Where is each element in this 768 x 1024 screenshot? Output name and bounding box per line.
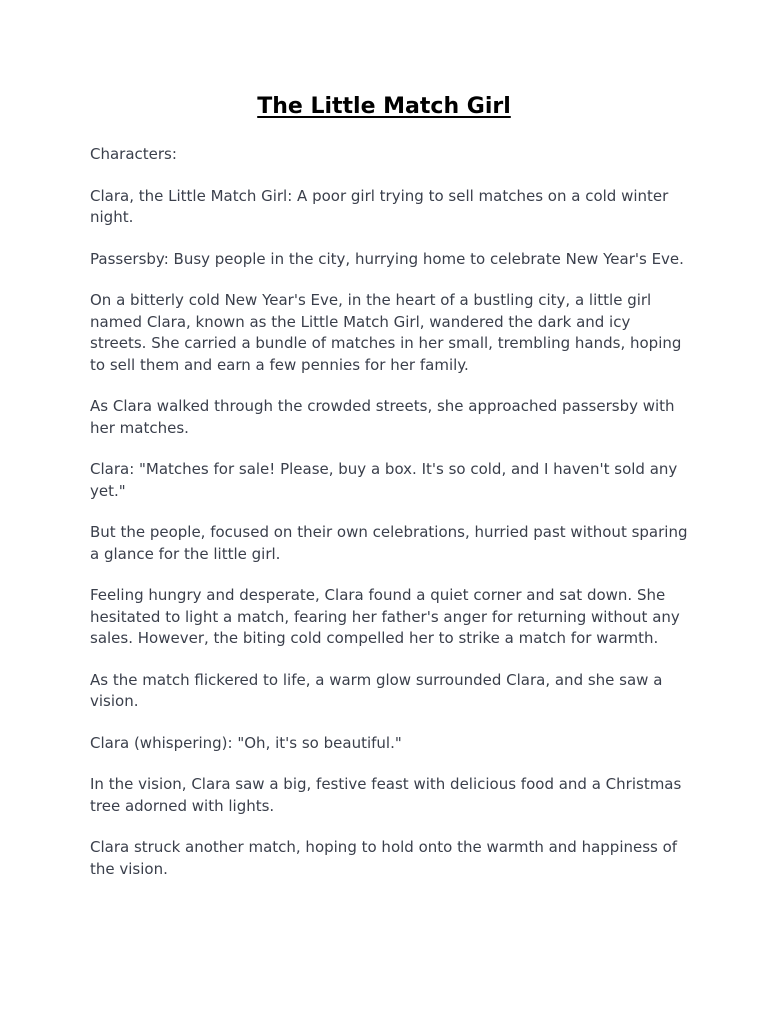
document-body (90, 144, 690, 900)
paragraph-story: In the vision, Clara saw a big, festive feast with delicious food and a Christmas tree adorned with lights. (90, 775, 682, 815)
paragraph-story: As Clara walked through the crowded streets, she approached passersby with her matches. (90, 397, 675, 437)
paragraph-dialogue: Clara (whispering): "Oh, it's so beautiful." (90, 733, 402, 752)
paragraph-story: But the people, focused on their own celebrations, hurried past without sparing a glance for the little girl. (90, 523, 688, 563)
document-title: The Little Match Girl (257, 94, 511, 119)
paragraph-story: Feeling hungry and desperate, Clara found a quiet corner and sat down. She hesitated to light a match, fearing her father's anger for returning without any sales. However, the biting cold compelled her to strike a match for warmth. (90, 586, 680, 647)
paragraph-story: Clara struck another match, hoping to hold onto the warmth and happiness of the vision. (90, 838, 678, 878)
paragraph-story: On a bitterly cold New Year's Eve, in the heart of a bustling city, a little girl named Clara, known as the Little Match Girl, wandered the dark and icy streets. She carried a bundle of matches in her small, trembling hands, hoping to sell them and earn a few pennies for her family. (90, 291, 682, 374)
paragraph-dialogue: Clara: "Matches for sale! Please, buy a box. It's so cold, and I haven't sold any yet." (90, 460, 678, 500)
paragraph-character-passersby: Passersby: Busy people in the city, hurrying home to celebrate New Year's Eve. (90, 249, 684, 268)
paragraph-character-clara: Clara, the Little Match Girl: A poor girl trying to sell matches on a cold winter night. (90, 186, 669, 226)
paragraph-story: As the match flickered to life, a warm glow surrounded Clara, and she saw a vision. (90, 670, 663, 710)
paragraph-characters-heading: Characters: (90, 145, 177, 163)
